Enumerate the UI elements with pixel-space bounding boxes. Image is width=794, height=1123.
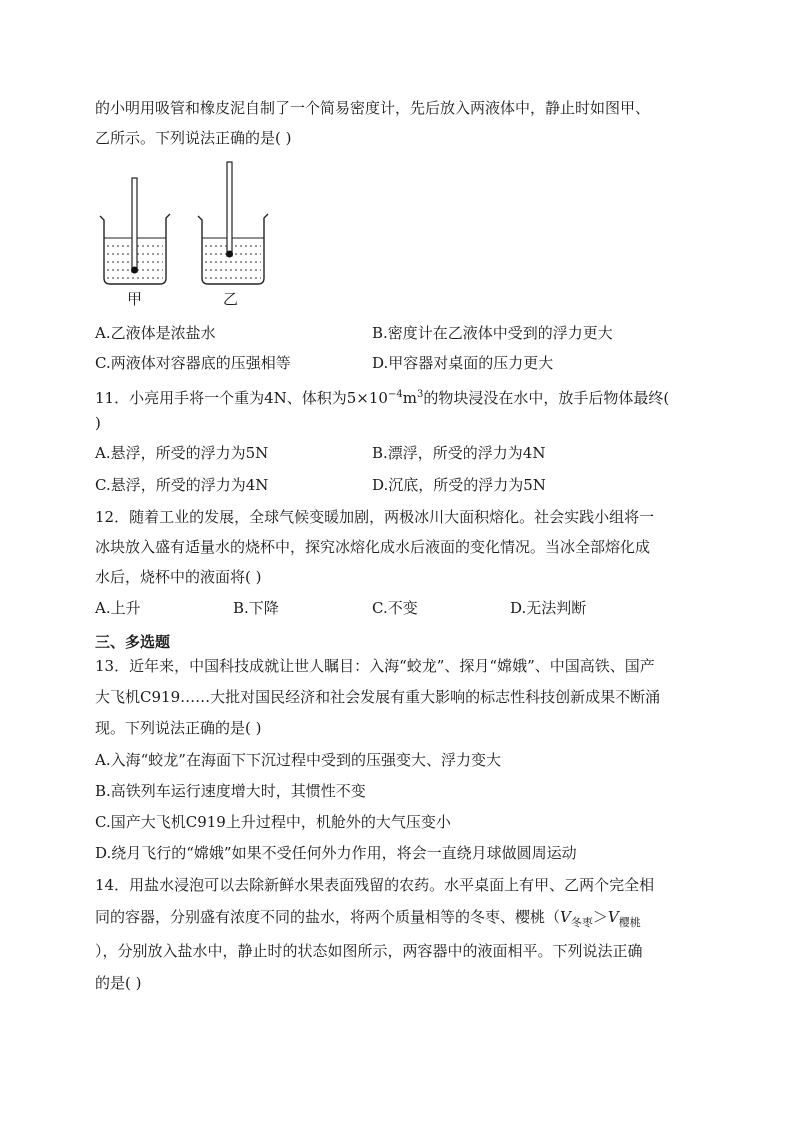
q14-stem-line1: 14．用盐水浸泡可以去除新鲜水果表面残留的农药。水平桌面上有甲、乙两个完全相 xyxy=(95,876,655,894)
beaker-yi xyxy=(198,162,268,284)
q10-option-a: A.乙液体是浓盐水 xyxy=(95,324,216,342)
q11-stem-line2: ) xyxy=(95,414,101,432)
q11-stem-text-pre: 11．小亮用手将一个重为4N、体积为 xyxy=(95,389,347,407)
q14-stem-text-pre: 同的容器，分别盛有浓度不同的盐水，将两个质量相等的冬枣、樱桃（ xyxy=(95,908,561,926)
q11-option-c: C.悬浮，所受的浮力为4N xyxy=(95,476,269,494)
q10-stem-line1: 的小明用吸管和橡皮泥自制了一个简易密度计，先后放入两液体中，静止时如图甲、 xyxy=(95,99,651,117)
q13-stem-line2: 大飞机C919……大批对国民经济和社会发展有重大影响的标志性科技创新成果不断涌 xyxy=(95,688,661,706)
q11-option-d: D.沉底，所受的浮力为5N xyxy=(372,476,546,494)
q10-option-d: D.甲容器对桌面的压力更大 xyxy=(372,354,554,372)
q14-volume-subscript-1: 冬枣 xyxy=(570,916,593,929)
q12-option-d: D.无法判断 xyxy=(510,599,587,617)
q14-stem-line2 xyxy=(95,907,641,933)
q14-volume-subscript-2: 樱桃 xyxy=(618,916,641,929)
q13-stem-line1: 13．近年来，中国科技成就让世人瞩目：入海“蛟龙”、探月“嫦娥”、中国高铁、国产 xyxy=(95,657,655,675)
q11-stem-line1 xyxy=(95,385,669,408)
q13-option-d: D.绕月飞行的“嫦娥”如果不受任何外力作用，将会一直绕月球做圆周运动 xyxy=(95,844,577,862)
figure-label-jia: 甲 xyxy=(127,290,143,308)
q11-volume-unit: m xyxy=(402,389,417,407)
q12-option-c: C.不变 xyxy=(372,599,418,617)
beaker-jia xyxy=(100,178,170,284)
q10-option-b: B.密度计在乙液体中受到的浮力更大 xyxy=(372,324,613,342)
q11-volume-unit-exponent: 3 xyxy=(416,389,424,400)
q10-option-c: C.两液体对容器底的压强相等 xyxy=(95,354,291,372)
q13-option-a: A.入海“蛟龙”在海面下下沉过程中受到的压强变大、浮力变大 xyxy=(95,751,501,769)
q14-stem-line4: 的是( ) xyxy=(95,974,142,992)
beakers-diagram xyxy=(95,160,275,310)
q10-figure xyxy=(95,160,275,314)
q11-volume-coefficient: 5×10 xyxy=(346,389,388,407)
q13-option-c: C.国产大飞机C919上升过程中，机舱外的大气压变小 xyxy=(95,813,451,831)
q14-volume-symbol-1: V xyxy=(560,908,571,926)
q11-stem-text-post: 的物块浸没在水中，放手后物体最终( xyxy=(423,389,670,407)
q11-option-a: A.悬浮，所受的浮力为5N xyxy=(95,444,269,462)
q13-option-b: B.高铁列车运行速度增大时，其惯性不变 xyxy=(95,782,366,800)
q12-stem-line3: 水后，烧杯中的液面将( ) xyxy=(95,568,262,586)
figure-label-yi: 乙 xyxy=(223,290,239,308)
q14-greater-than: ＞ xyxy=(592,908,608,926)
q14-volume-symbol-2: V xyxy=(607,908,619,926)
q11-volume-exponent: −4 xyxy=(387,389,403,400)
section-heading-multiple-choice: 三、多选题 xyxy=(95,633,171,651)
q11-option-b: B.漂浮，所受的浮力为4N xyxy=(372,444,546,462)
q13-stem-line3: 现。下列说法正确的是( ) xyxy=(95,719,262,737)
q10-stem-line2: 乙所示。下列说法正确的是( ) xyxy=(95,129,292,147)
q12-stem-line1: 12．随着工业的发展，全球气候变暖加剧，两极冰川大面积熔化。社会实践小组将一 xyxy=(95,508,655,526)
q14-stem-line3: ），分别放入盐水中，静止时的状态如图所示，两容器中的液面相平。下列说法正确 xyxy=(95,942,643,960)
q12-stem-line2: 冰块放入盛有适量水的烧杯中，探究冰熔化成水后液面的变化情况。当冰全部熔化成 xyxy=(95,538,651,556)
q12-option-a: A.上升 xyxy=(95,599,141,617)
q12-option-b: B.下降 xyxy=(233,599,279,617)
